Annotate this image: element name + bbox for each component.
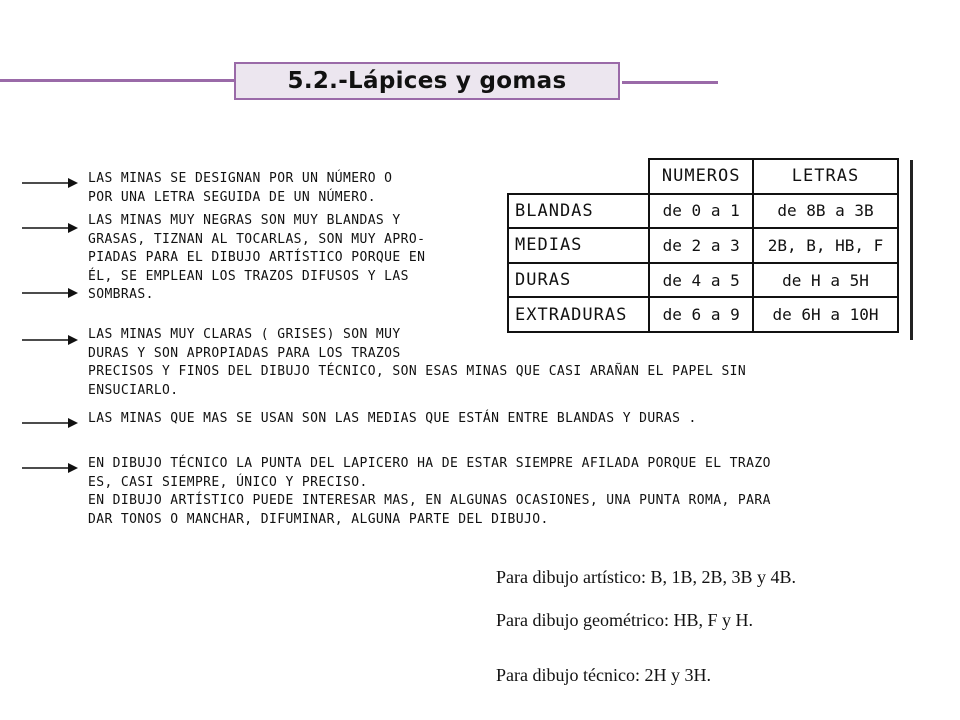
note-line: ÉL, SE EMPLEAN LOS TRAZOS DIFUSOS Y LAS xyxy=(88,268,409,284)
cell-letras: de 6H a 10H xyxy=(753,297,898,332)
title-rule-right xyxy=(622,81,718,84)
note-line: LAS MINAS MUY CLARAS ( GRISES) SON MUY xyxy=(88,327,401,342)
title-rule-left xyxy=(0,79,236,82)
arrow-right-icon xyxy=(22,416,78,430)
note-line: ES, CASI SIEMPRE, ÚNICO Y PRECISO. xyxy=(88,474,368,490)
cell-letras: de 8B a 3B xyxy=(753,194,898,229)
typed-note-geometric: Para dibujo geométrico: HB, F y H. xyxy=(496,610,753,630)
column-header-letras: LETRAS xyxy=(753,159,898,194)
cell-letras: de H a 5H xyxy=(753,263,898,298)
cell-numeros: de 6 a 9 xyxy=(649,297,753,332)
arrow-right-icon xyxy=(22,333,78,347)
note-medium-leads xyxy=(88,410,697,429)
note-hard-leads xyxy=(88,326,746,400)
title-box xyxy=(234,62,620,100)
page-title: 5.2.-Lápices y gomas xyxy=(287,68,567,94)
row-label: DURAS xyxy=(508,263,649,298)
cell-numeros: de 4 a 5 xyxy=(649,263,753,298)
typed-note-technical: Para dibujo técnico: 2H y 3H. xyxy=(496,665,711,685)
note-pencil-tip xyxy=(88,455,771,529)
note-line: POR UNA LETRA SEGUIDA DE UN NÚMERO. xyxy=(88,189,376,205)
arrow-right-icon xyxy=(22,176,78,190)
note-line: GRASAS, TIZNAN AL TOCARLAS, SON MUY APRO- xyxy=(88,231,426,247)
note-line: DURAS Y SON APROPIADAS PARA LOS TRAZOS xyxy=(88,345,401,361)
note-line: LAS MINAS SE DESIGNAN POR UN NÚMERO O xyxy=(88,171,393,186)
note-line: DAR TONOS O MANCHAR, DIFUMINAR, ALGUNA PARTE DEL DIBUJO. xyxy=(88,511,549,527)
note-line: PIADAS PARA EL DIBUJO ARTÍSTICO PORQUE EN xyxy=(88,250,426,265)
note-pencil-designation xyxy=(88,170,392,207)
arrow-right-icon xyxy=(22,221,78,235)
note-line: ENSUCIARLO. xyxy=(88,382,179,398)
table-row xyxy=(508,228,898,263)
hardness-table xyxy=(507,158,899,333)
cell-letras: 2B, B, HB, F xyxy=(753,228,898,263)
note-line: EN DIBUJO ARTÍSTICO PUEDE INTERESAR MAS, EN ALGUNAS OCASIONES, UNA PUNTA ROMA, PARA xyxy=(88,493,771,508)
table-corner xyxy=(508,159,649,194)
note-line: EN DIBUJO TÉCNICO LA PUNTA DEL LAPICERO HA DE ESTAR SIEMPRE AFILADA PORQUE EL TRAZO xyxy=(88,456,771,471)
note-line: SOMBRAS. xyxy=(88,287,154,302)
note-line: LAS MINAS MUY NEGRAS SON MUY BLANDAS Y xyxy=(88,213,401,228)
column-header-numeros: NUMEROS xyxy=(649,159,753,194)
row-label: BLANDAS xyxy=(508,194,649,229)
note-line: PRECISOS Y FINOS DEL DIBUJO TÉCNICO, SON ESAS MINAS QUE CASI ARAÑAN EL PAPEL SIN xyxy=(88,364,747,379)
cell-numeros: de 0 a 1 xyxy=(649,194,753,229)
table-row xyxy=(508,263,898,298)
table-row xyxy=(508,194,898,229)
table-header-row xyxy=(508,159,898,194)
note-soft-leads xyxy=(88,212,425,305)
typed-note-artistic: Para dibujo artístico: B, 1B, 2B, 3B y 4B. xyxy=(496,567,796,587)
table-row xyxy=(508,297,898,332)
cell-numeros: de 2 a 3 xyxy=(649,228,753,263)
note-line: LAS MINAS QUE MAS SE USAN SON LAS MEDIAS QUE ESTÁN ENTRE BLANDAS Y DURAS . xyxy=(88,411,697,426)
row-label: MEDIAS xyxy=(508,228,649,263)
arrow-right-icon xyxy=(22,286,78,300)
row-label: EXTRADURAS xyxy=(508,297,649,332)
scan-edge-line xyxy=(910,160,913,340)
arrow-right-icon xyxy=(22,461,78,475)
